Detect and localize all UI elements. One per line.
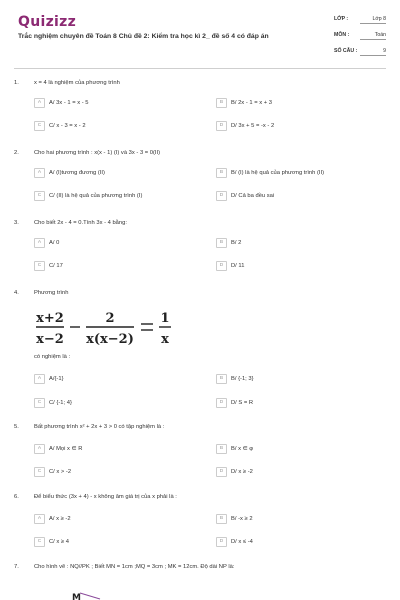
option-key-box: A <box>34 514 45 524</box>
option-label: C/ 17 <box>49 263 63 269</box>
subject-value: Toán <box>360 32 386 40</box>
option-key-box: A <box>34 98 45 108</box>
question-count-value: 9 <box>360 48 386 56</box>
option-c[interactable] <box>34 537 69 549</box>
question-number: 4. <box>14 290 19 296</box>
option-label: A/ x ≥ -2 <box>49 516 71 522</box>
question-text: Cho hai phương trình : x(x - 1) (I) và 3x - 3 = 0(II) <box>34 150 161 156</box>
option-c[interactable] <box>34 398 72 410</box>
option-label: C/ x ≥ 4 <box>49 539 69 545</box>
fraction-2-denominator: x(x−2) <box>86 332 134 347</box>
option-b[interactable] <box>216 98 272 110</box>
fraction-1-denominator: x−2 <box>36 332 64 347</box>
option-a[interactable] <box>34 444 82 456</box>
option-d[interactable] <box>216 261 244 273</box>
option-label: D/ S = R <box>231 400 254 406</box>
class-value: Lớp 8 <box>360 16 386 24</box>
fraction-3-numerator: 1 <box>160 311 170 326</box>
worksheet-title: Trắc nghiệm chuyên đề Toán 8 Chủ đề 2: Kiểm tra học kì 2_ đề số 4 có đáp án <box>18 33 269 40</box>
option-b[interactable] <box>216 374 254 386</box>
option-key-box: B <box>216 514 227 524</box>
option-label: A/{-1} <box>49 376 64 382</box>
option-label: C/ {-1; 4} <box>49 400 72 406</box>
option-key-box: D <box>216 467 227 477</box>
option-c[interactable] <box>34 191 142 203</box>
option-key-box: A <box>34 374 45 384</box>
question-text: Bất phương trình x² + 2x + 3 > 0 có tập nghiệm là : <box>34 424 165 430</box>
option-label: A/ 3x - 1 = x - 5 <box>49 100 89 106</box>
option-label: D/ x ≤ -4 <box>231 539 253 545</box>
option-key-box: C <box>34 121 45 131</box>
worksheet-header <box>0 0 400 68</box>
option-key-box: C <box>34 191 45 201</box>
option-label: B/ (I) là hệ quả của phương trình (II) <box>231 170 325 176</box>
equation-formula <box>34 308 184 348</box>
option-label: B/ 2 <box>231 240 242 246</box>
option-key-box: A <box>34 238 45 248</box>
option-label: C/ x > -2 <box>49 469 72 475</box>
option-d[interactable] <box>216 191 274 203</box>
option-label: D/ 3x + 5 = -x - 2 <box>231 123 275 129</box>
fraction-1-numerator: x+2 <box>36 311 64 326</box>
option-key-box: C <box>34 398 45 408</box>
option-d[interactable] <box>216 121 274 133</box>
option-c[interactable] <box>34 121 86 133</box>
option-a[interactable] <box>34 514 71 526</box>
option-label: D/ 11 <box>231 263 245 269</box>
option-label: B/ -x ≥ 2 <box>231 516 253 522</box>
option-key-box: D <box>216 261 227 271</box>
option-key-box: D <box>216 121 227 131</box>
question-text: Cho biết 2x - 4 = 0.Tính 3x - 4 bằng: <box>34 220 127 226</box>
option-key-box: C <box>34 537 45 547</box>
option-a[interactable] <box>34 374 64 386</box>
question-number: 6. <box>14 494 19 500</box>
question-number: 1. <box>14 80 19 86</box>
option-label: C/ x - 3 = x - 2 <box>49 123 86 129</box>
option-d[interactable] <box>216 467 253 479</box>
question-number: 5. <box>14 424 19 430</box>
option-label: A/ Mọi x ∈ R <box>49 446 83 452</box>
question-text: Để biểu thức (3x + 4) - x không âm giá trị của x phải là : <box>34 494 177 500</box>
option-a[interactable] <box>34 98 88 110</box>
option-key-box: C <box>34 467 45 477</box>
option-a[interactable] <box>34 168 105 180</box>
option-key-box: B <box>216 238 227 248</box>
question-text: x = 4 là nghiệm của phương trình <box>34 80 120 86</box>
question-text: Cho hình vẽ : NQ//PK ; Biết MN = 1cm ;MQ = 3cm ; MK = 12cm. Độ dài NP là: <box>34 564 235 570</box>
question-text: Phương trình <box>34 290 69 296</box>
option-label: B/ {-1; 3} <box>231 376 254 382</box>
option-b[interactable] <box>216 168 324 180</box>
option-label: A/ (I)tương đương (II) <box>49 170 105 176</box>
header-divider <box>14 68 386 69</box>
option-label: D/ x ≥ -2 <box>231 469 253 475</box>
option-d[interactable] <box>216 537 253 549</box>
option-d[interactable] <box>216 398 253 410</box>
option-label: A/ 0 <box>49 240 60 246</box>
option-a[interactable] <box>34 238 59 250</box>
option-label: B/ 2x - 1 = x + 3 <box>231 100 272 106</box>
option-key-box: A <box>34 444 45 454</box>
option-key-box: B <box>216 168 227 178</box>
option-c[interactable] <box>34 467 71 479</box>
triangle-edge <box>80 593 100 599</box>
option-key-box: A <box>34 168 45 178</box>
option-label: D/ Cả ba đều sai <box>231 193 275 199</box>
option-key-box: D <box>216 191 227 201</box>
option-key-box: C <box>34 261 45 271</box>
quizizz-logo: Quizizz <box>18 14 77 30</box>
option-label: B/ x ∈ φ <box>231 446 254 452</box>
option-b[interactable] <box>216 444 253 456</box>
option-c[interactable] <box>34 261 63 273</box>
option-b[interactable] <box>216 238 241 250</box>
fraction-3-denominator: x <box>161 332 169 347</box>
triangle-figure <box>66 588 106 600</box>
option-b[interactable] <box>216 514 253 526</box>
question-number: 7. <box>14 564 19 570</box>
question-count-label: SỐ CÂU : <box>334 48 358 54</box>
vertex-label-m: M <box>72 593 81 600</box>
subject-label: MÔN : <box>334 32 350 38</box>
option-key-box: B <box>216 98 227 108</box>
class-label: LỚP : <box>334 16 349 22</box>
fraction-2-numerator: 2 <box>105 311 115 326</box>
question-number: 3. <box>14 220 19 226</box>
option-key-box: B <box>216 374 227 384</box>
option-key-box: D <box>216 537 227 547</box>
option-key-box: D <box>216 398 227 408</box>
question-number: 2. <box>14 150 19 156</box>
option-key-box: B <box>216 444 227 454</box>
question-followup-text: có nghiệm là : <box>34 354 71 360</box>
option-label: C/ (II) là hệ quả của phương trình (I) <box>49 193 143 199</box>
